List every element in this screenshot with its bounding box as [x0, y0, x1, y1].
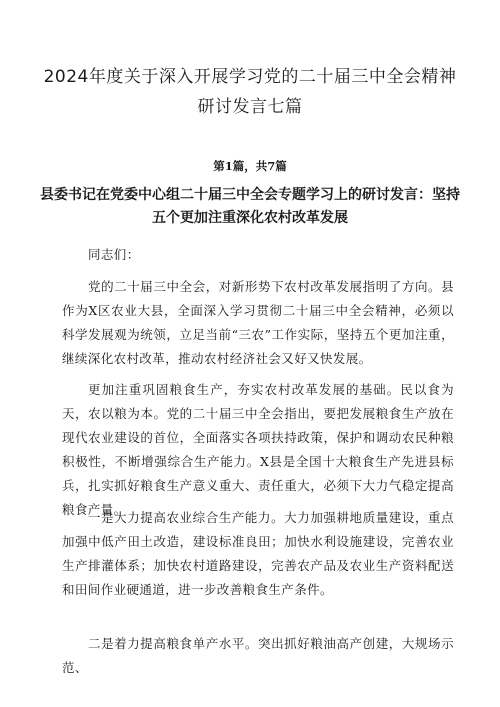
section-title: 县委书记在党委中心组二十届三中全会专题学习上的研讨发言：坚持五个更加注重深化农村改革发展	[40, 187, 460, 226]
page-indicator: 第1篇，共7篇	[213, 159, 287, 173]
paragraph: 一是大力提高农业综合生产能力。大力加强耕地质量建设，重点加强中低产田土改造，建设标准良田；加快水利设施建设，完善农业生产排灌体系；加快农村道路建设，完善农产品及农业生产资料配送和田间作业硬通道，进一步改善粮食生产条件。	[62, 510, 454, 597]
document-title: 2024年度关于深入开展学习党的二十届三中全会精神研讨发言七篇	[43, 67, 457, 117]
salutation: 同志们：	[88, 247, 140, 262]
paragraph: 更加注重巩固粮食生产，夯实农村改革发展的基础。民以食为天，农以粮为本。党的二十届三中全会指出，要把发展粮食生产放在现代农业建设的首位，全面落实各项扶持政策，保护和调动农民种粮积极性，不断增强综合生产能力。X县是全国十大粮食生产先进县标兵，扎实抓好粮食生产意义重大、责任重大，必须下大力气稳定提高粮食产量。	[62, 382, 454, 517]
paragraph: 二是着力提高粮食单产水平。突出抓好粮油高产创建，大规场示范、	[62, 636, 454, 675]
paragraph: 党的二十届三中全会，对新形势下农村改革发展指明了方向。县作为X区农业大县，全面深入学习贯彻二十届三中全会精神，必须以科学发展观为统领，立足当前“三农”工作实际，坚持五个更加注重，继续深化农村改革，推动农村经济社会又好又快发展。	[62, 279, 454, 366]
